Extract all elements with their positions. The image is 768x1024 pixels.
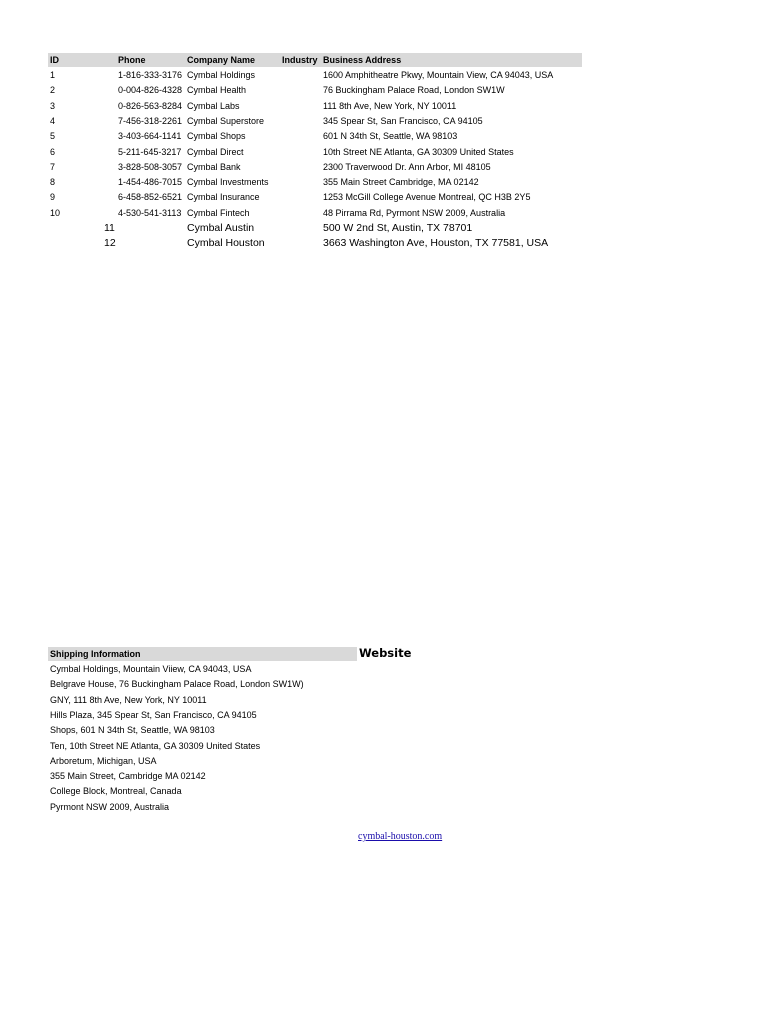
shipping-header: Shipping Information (50, 649, 141, 659)
cell-company: Cymbal Shops (187, 131, 246, 142)
shipping-item: Pyrmont NSW 2009, Australia (50, 801, 170, 812)
shipping-item: College Block, Montreal, Canada (50, 786, 182, 797)
shipping-item: Cymbal Holdings, Mountain Viiew, CA 94043, USA (50, 664, 252, 674)
cell-id: 6 (50, 146, 56, 157)
cell-phone: 3-403-664-1141 (118, 131, 182, 142)
cell-phone: 7-456-318-2261 (118, 115, 183, 126)
cell-company: Cymbal Bank (187, 161, 241, 172)
shipping-item: Shops, 601 N 34th St, Seattle, WA 98103 (50, 725, 215, 736)
cell-address: 345 Spear St, San Francisco, CA 94105 (323, 115, 483, 126)
cell-phone: 1-816-333-3176 (118, 70, 183, 80)
website-link[interactable]: cymbal-houston.com (358, 831, 443, 842)
cell-phone: 4-530-541-3113 (118, 207, 182, 218)
cell-phone: 3-828-508-3057 (118, 161, 183, 172)
cell-company: Cymbal Direct (187, 146, 244, 157)
cell-address: 111 8th Ave, New York, NY 10011 (323, 100, 457, 111)
website-header: Website (359, 646, 412, 660)
col-header-industry: Industry (282, 55, 318, 65)
cell-company: Cymbal Health (187, 85, 247, 96)
cell-id: 9 (50, 192, 56, 203)
cell-id: 3 (50, 100, 56, 111)
cell-id: 8 (50, 177, 56, 188)
cell-address: 500 W 2nd St, Austin, TX 78701 (323, 222, 473, 234)
cell-phone: 6-458-852-6521 (118, 192, 183, 203)
shipping-item: 355 Main Street, Cambridge MA 02142 (50, 771, 206, 782)
cell-id: 4 (50, 115, 56, 126)
cell-company: Cymbal Houston (187, 237, 265, 249)
cell-id: 5 (50, 131, 56, 142)
cell-address: 1253 McGill College Avenue Montreal, QC H3B 2Y5 (323, 192, 531, 203)
cell-address: 3663 Washington Ave, Houston, TX 77581, USA (323, 237, 549, 249)
cell-id: 2 (50, 85, 56, 96)
cell-company: Cymbal Labs (187, 100, 240, 111)
col-header-company: Company Name (187, 55, 256, 65)
cell-phone: 5-211-645-3217 (118, 146, 182, 157)
cell-phone: 1-454-486-7015 (118, 177, 183, 188)
cell-address: 76 Buckingham Palace Road, London SW1W (323, 85, 505, 96)
shipping-item: GNY, 111 8th Ave, New York, NY 10011 (50, 694, 207, 705)
cell-address: 48 Pirrama Rd, Pyrmont NSW 2009, Australia (323, 207, 506, 218)
shipping-item: Arboretum, Michigan, USA (50, 755, 157, 766)
cell-id: 7 (50, 161, 56, 172)
col-header-id: ID (50, 55, 59, 65)
cell-id: 12 (104, 237, 116, 249)
cell-company: Cymbal Superstore (187, 115, 265, 126)
cell-address: 10th Street NE Atlanta, GA 30309 United States (323, 146, 514, 157)
cell-address: 1600 Amphitheatre Pkwy, Mountain View, CA 94043, USA (323, 70, 554, 80)
cell-company: Cymbal Holdings (187, 70, 256, 80)
cell-address: 355 Main Street Cambridge, MA 02142 (323, 177, 479, 188)
shipping-item: Belgrave House, 76 Buckingham Palace Road, London SW1W) (50, 679, 304, 690)
cell-company: Cymbal Fintech (187, 207, 250, 218)
cell-id: 1 (50, 70, 56, 80)
cell-company: Cymbal Austin (187, 222, 255, 234)
cell-address: 601 N 34th St, Seattle, WA 98103 (323, 131, 458, 142)
shipping-item: Ten, 10th Street NE Atlanta, GA 30309 United States (50, 740, 261, 751)
cell-company: Cymbal Insurance (187, 192, 260, 203)
col-header-address: Business Address (323, 55, 402, 65)
cell-company: Cymbal Investments (187, 177, 269, 188)
shipping-item: Hills Plaza, 345 Spear St, San Francisco, CA 94105 (50, 709, 257, 720)
cell-address: 2300 Traverwood Dr. Ann Arbor, MI 48105 (323, 161, 491, 172)
cell-phone: 0-004-826-4328 (118, 85, 183, 96)
cell-id: 10 (50, 207, 61, 218)
cell-id: 11 (104, 222, 115, 234)
col-header-phone: Phone (118, 55, 146, 65)
cell-phone: 0-826-563-8284 (118, 100, 183, 111)
